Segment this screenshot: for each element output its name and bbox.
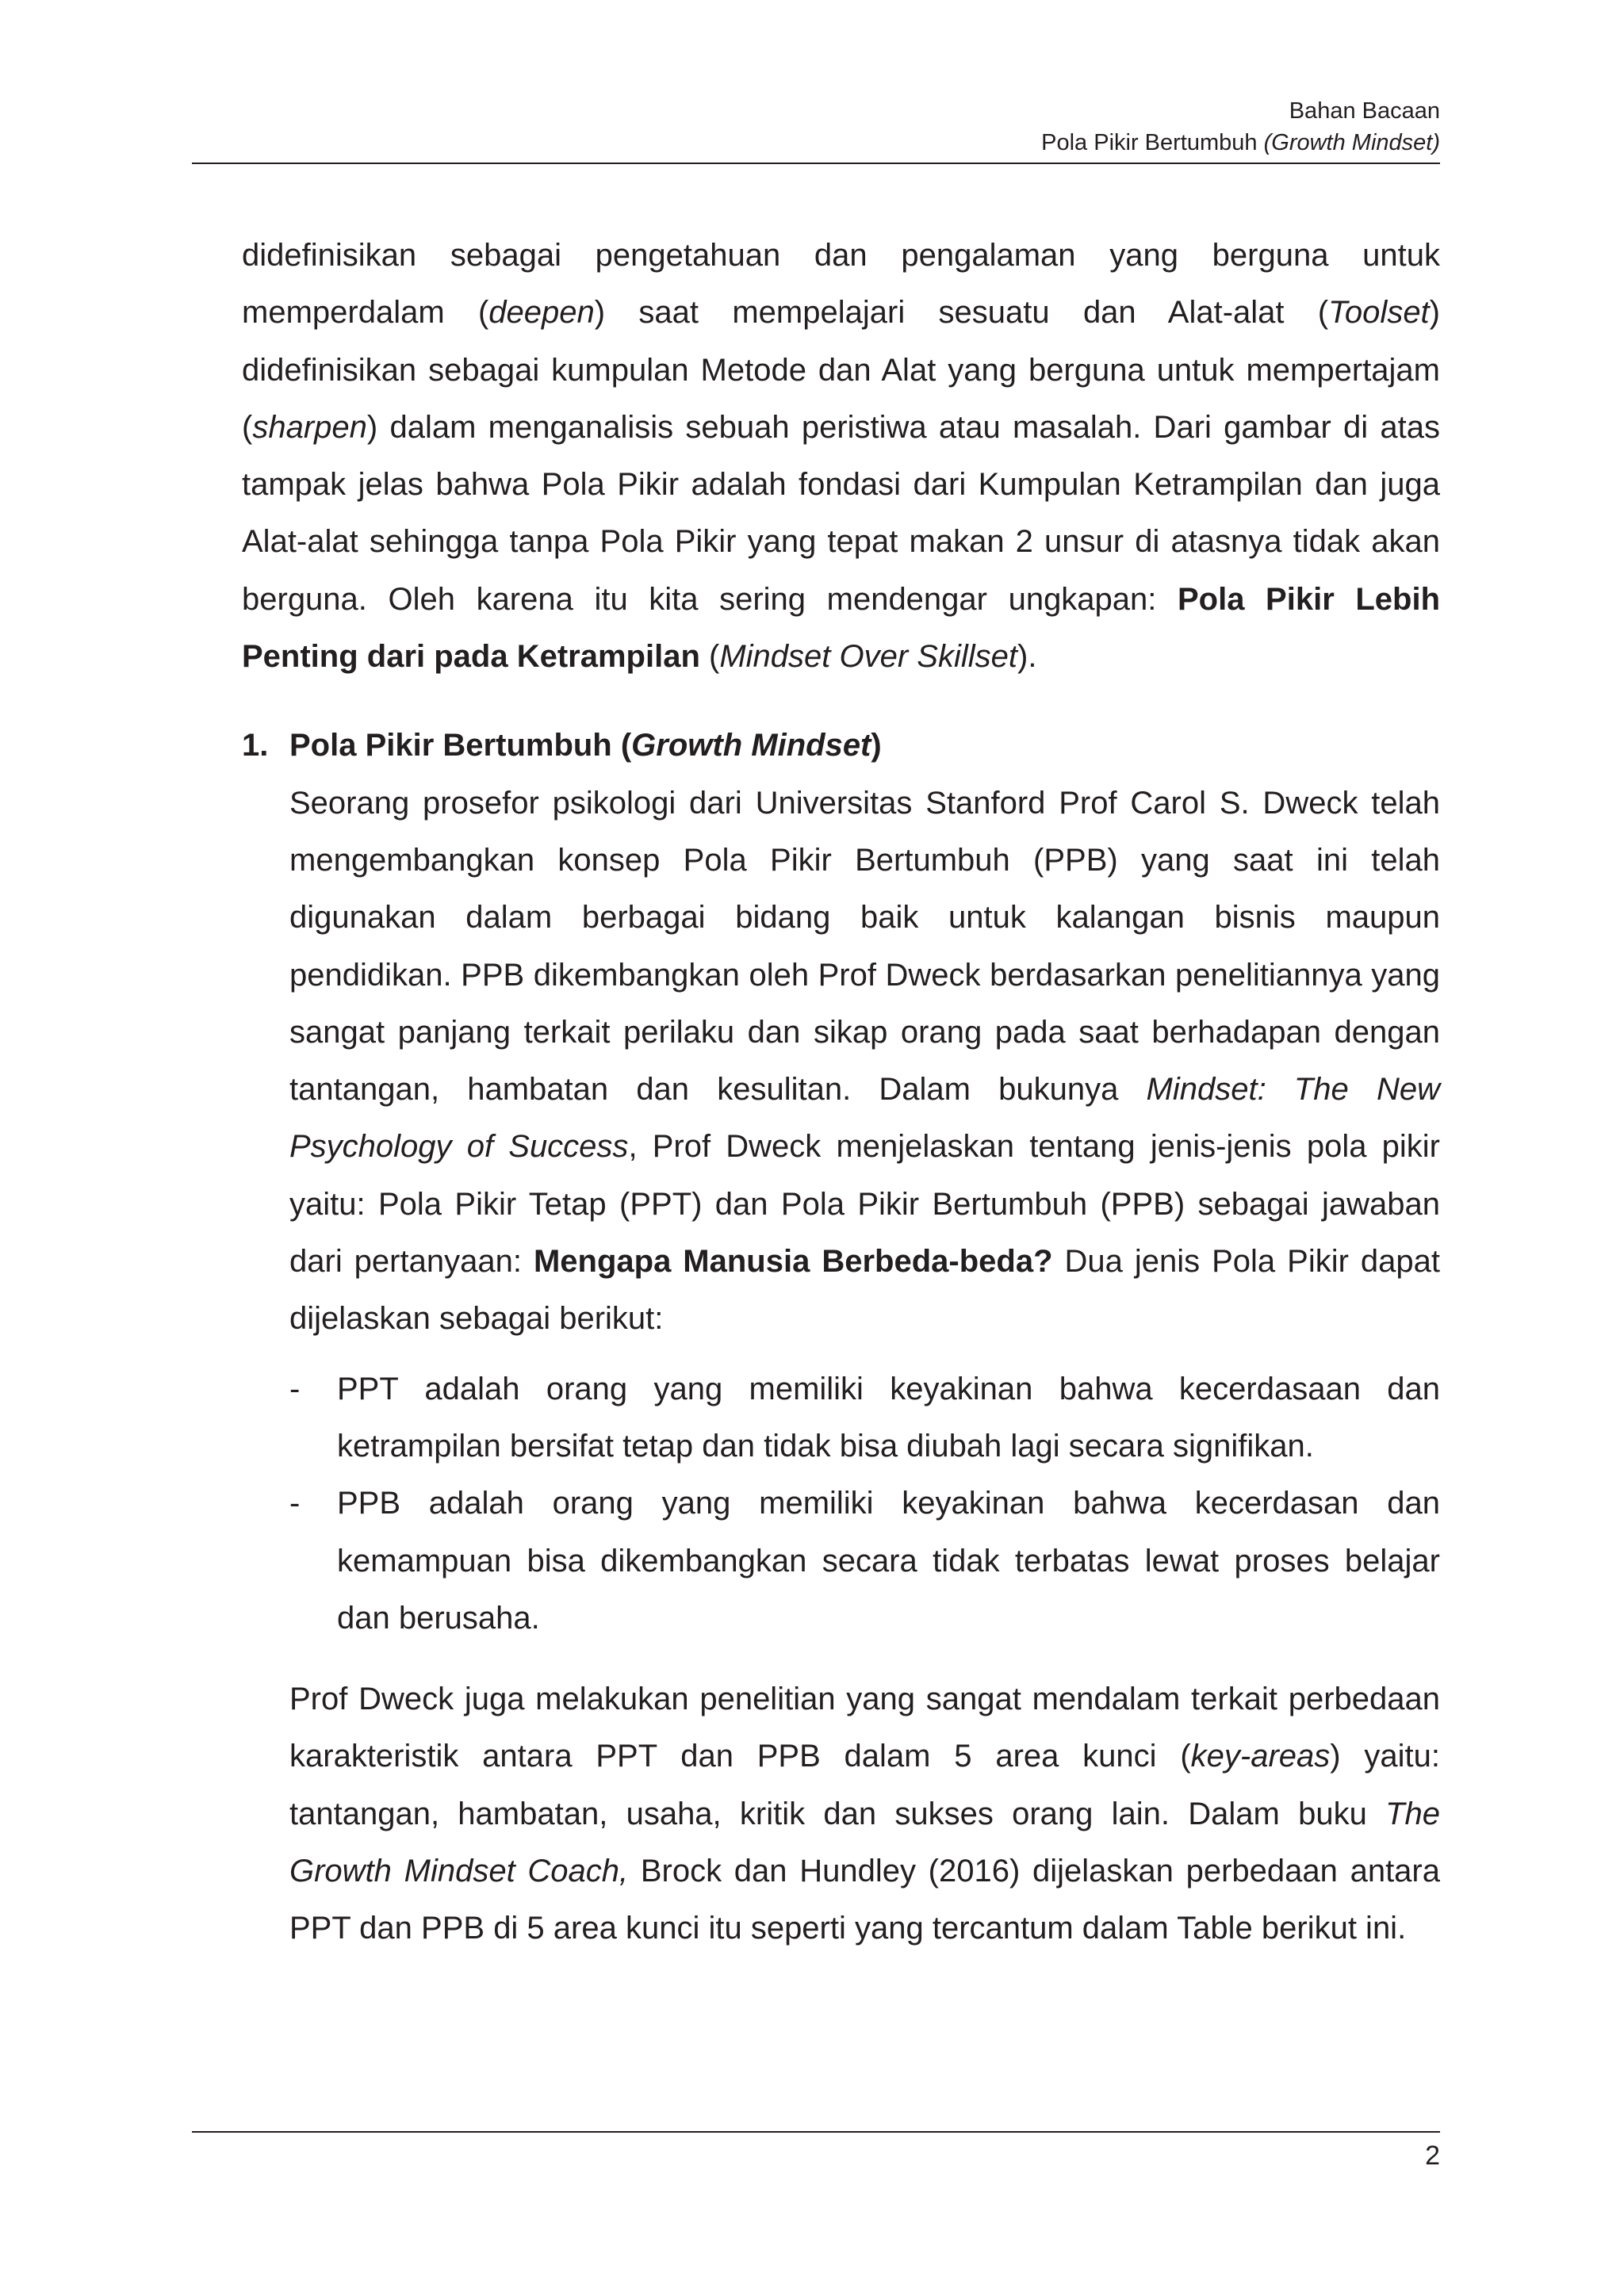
- list-item: - PPB adalah orang yang memiliki keyakinan bahwa kecerdasan dan kemampuan bisa dikembangkan secara tidak terbatas lewat proses belajar dan berusaha.: [289, 1475, 1440, 1647]
- header-title: Bahan Bacaan: [1289, 98, 1440, 124]
- header-subtitle: Pola Pikir Bertumbuh (Growth Mindset): [1041, 130, 1440, 155]
- footer-rule: [192, 2131, 1440, 2133]
- section-number: 1.: [242, 728, 269, 763]
- body-content: [242, 227, 1440, 1957]
- list-marker: -: [289, 1371, 301, 1406]
- running-header: [192, 95, 1440, 159]
- list-marker: -: [289, 1486, 301, 1521]
- list-item: - PPT adalah orang yang memiliki keyakinan bahwa kecerdasaan dan ketrampilan bersifat tetap dan tidak bisa diubah lagi secara signifikan.: [289, 1360, 1440, 1475]
- paragraph-key-areas: Prof Dweck juga melakukan penelitian yang sangat mendalam terkait perbedaan karakteristik antara PPT dan PPB dalam 5 area kunci (key-areas) yaitu: tantangan, hambatan, usaha, kritik dan sukses orang lain. Dalam buku The Growth Mindset Coach, Brock dan Hundley (2016) dijelaskan perbedaan antara PPT dan PPB di 5 area kunci itu seperti yang tercantum dalam Table berikut ini.: [289, 1682, 1440, 1946]
- mindset-list: [289, 1360, 1440, 1647]
- page-number: 2: [1425, 2141, 1440, 2171]
- section-heading: 1. Pola Pikir Bertumbuh (Growth Mindset): [242, 717, 1440, 774]
- paragraph-intro: didefinisikan sebagai pengetahuan dan pengalaman yang berguna untuk memperdalam (deepen) saat mempelajari sesuatu dan Alat-alat (Toolset) didefinisikan sebagai kumpulan Metode dan Alat yang berguna untuk mempertajam (sharpen) dalam menganalisis sebuah peristiwa atau masalah. Dari gambar di atas tampak jelas bahwa Pola Pikir adalah fondasi dari Kumpulan Ketrampilan dan juga Alat-alat sehingga tanpa Pola Pikir yang tepat makan 2 unsur di atasnya tidak akan berguna. Oleh karena itu kita sering mendengar ungkapan: Pola Pikir Lebih Penting dari pada Ketrampilan (Mindset Over Skillset).: [242, 238, 1441, 675]
- header-rule: [192, 163, 1440, 164]
- paragraph-dweck: Seorang prosefor psikologi dari Universitas Stanford Prof Carol S. Dweck telah mengembangkan konsep Pola Pikir Bertumbuh (PPB) yang saat ini telah digunakan dalam berbagai bidang baik untuk kalangan bisnis maupun pendidikan. PPB dikembangkan oleh Prof Dweck berdasarkan penelitiannya yang sangat panjang terkait perilaku dan sikap orang pada saat berhadapan dengan tantangan, hambatan dan kesulitan. Dalam bukunya Mindset: The New Psychology of Success, Prof Dweck menjelaskan tentang jenis-jenis pola pikir yaitu: Pola Pikir Tetap (PPT) dan Pola Pikir Bertumbuh (PPB) sebagai jawaban dari pertanyaan: Mengapa Manusia Berbeda-beda? Dua jenis Pola Pikir dapat dijelaskan sebagai berikut:: [289, 785, 1441, 1337]
